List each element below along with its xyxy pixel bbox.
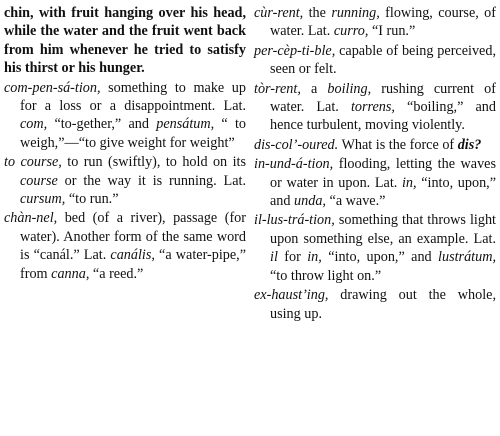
- two-column-layout: [4, 4, 496, 324]
- right-column: [254, 4, 496, 324]
- entry-text: What is the force of: [338, 136, 458, 153]
- entry-italic: in,: [307, 249, 322, 266]
- headword: chàn-nel,: [4, 210, 58, 227]
- entry-text: or the way it is running. Lat.: [57, 172, 246, 189]
- headword: per-cèp-ti-ble,: [254, 42, 336, 59]
- entry-italic: il: [270, 249, 278, 266]
- headword: dis-col’-oured.: [254, 136, 339, 153]
- entry-text: “I run.”: [368, 23, 416, 40]
- entry-italic: curro,: [333, 23, 369, 40]
- entry-text: the: [303, 5, 332, 21]
- lead-bold-text: chin,: [4, 5, 34, 21]
- entry-italic: unda,: [294, 193, 326, 210]
- entry-text: rushing current of water. Lat.: [270, 80, 496, 116]
- entry-text: flooding, letting the waves or water in upon. Lat.: [270, 156, 496, 191]
- entry-to-course: [4, 153, 246, 208]
- headword: in-und-á-tion,: [254, 156, 334, 173]
- entry-inundation: [254, 155, 496, 210]
- entry-italic: course: [20, 172, 58, 189]
- entry-italic: canális,: [110, 247, 155, 264]
- entry-text: drawing out the whole, using up.: [270, 287, 496, 322]
- headword: ex-haust’ing,: [254, 287, 329, 304]
- entry-compensation: [4, 79, 246, 153]
- continuation-paragraph: [4, 4, 246, 78]
- headword: com-pen-sá-tion,: [4, 79, 101, 96]
- headword: to course,: [4, 154, 62, 171]
- entry-italic: pensátum,: [156, 116, 215, 133]
- headword: cùr-rent,: [254, 5, 304, 21]
- entry-italic: boiling,: [327, 80, 372, 97]
- entry-text: “to-gether,” and: [47, 116, 157, 133]
- entry-italic: canna,: [51, 265, 90, 282]
- entry-text: “to throw light on.”: [270, 267, 382, 284]
- entry-italic: in,: [401, 174, 417, 191]
- entry-torrent: [254, 80, 496, 135]
- entry-text: “a reed.”: [89, 265, 144, 282]
- entry-exhausting: [254, 286, 496, 323]
- entry-channel: [4, 209, 246, 283]
- headword: tòr-rent,: [254, 80, 301, 97]
- entry-italic: cursum,: [20, 191, 66, 208]
- entry-text: “ to weigh,”—“to give weight for weight”: [20, 116, 246, 151]
- headword: il-lus-trá-tion,: [254, 212, 335, 229]
- entry-text: bed (of a river), passage (for water). Another form of the same word is “canál.” Lat.: [20, 210, 246, 264]
- entry-italic: dis?: [457, 136, 482, 153]
- entry-text: something that throws light upon something else, an example. Lat.: [270, 212, 496, 247]
- entry-discoloured: [254, 136, 496, 154]
- entry-text: for: [277, 249, 308, 266]
- entry-perceptible: [254, 42, 496, 79]
- entry-italic: lustrátum,: [438, 249, 496, 266]
- entry-text: capable of being perceived, seen or felt.: [270, 42, 496, 78]
- entry-current: [254, 4, 496, 41]
- entry-italic: com,: [20, 116, 48, 133]
- entry-text: “into, upon,” and: [270, 174, 497, 210]
- lead-text: with fruit hanging over his head, while the water and the fruit went back from him whenever he tried to satisfy his thirst or his hunger.: [4, 5, 246, 77]
- entry-text: “a water-pipe,” from: [20, 247, 247, 282]
- entry-text: to run (swiftly), to hold on its: [61, 154, 246, 171]
- entry-text: something to make up for a loss or a disappointment. Lat.: [20, 79, 246, 115]
- entry-italic: torrens,: [350, 99, 395, 116]
- entry-text: “to run.”: [65, 191, 119, 208]
- entry-text: flowing, course, of water. Lat.: [270, 5, 496, 40]
- entry-text: a: [300, 80, 328, 97]
- entry-text: “boiling,” and hence turbulent, moving violently.: [270, 99, 496, 134]
- entry-illustration: [254, 211, 496, 285]
- left-column: [4, 4, 246, 324]
- entry-text: “a wave.”: [325, 193, 386, 210]
- entry-text: “into, upon,” and: [321, 249, 439, 266]
- entry-italic: running,: [331, 5, 380, 21]
